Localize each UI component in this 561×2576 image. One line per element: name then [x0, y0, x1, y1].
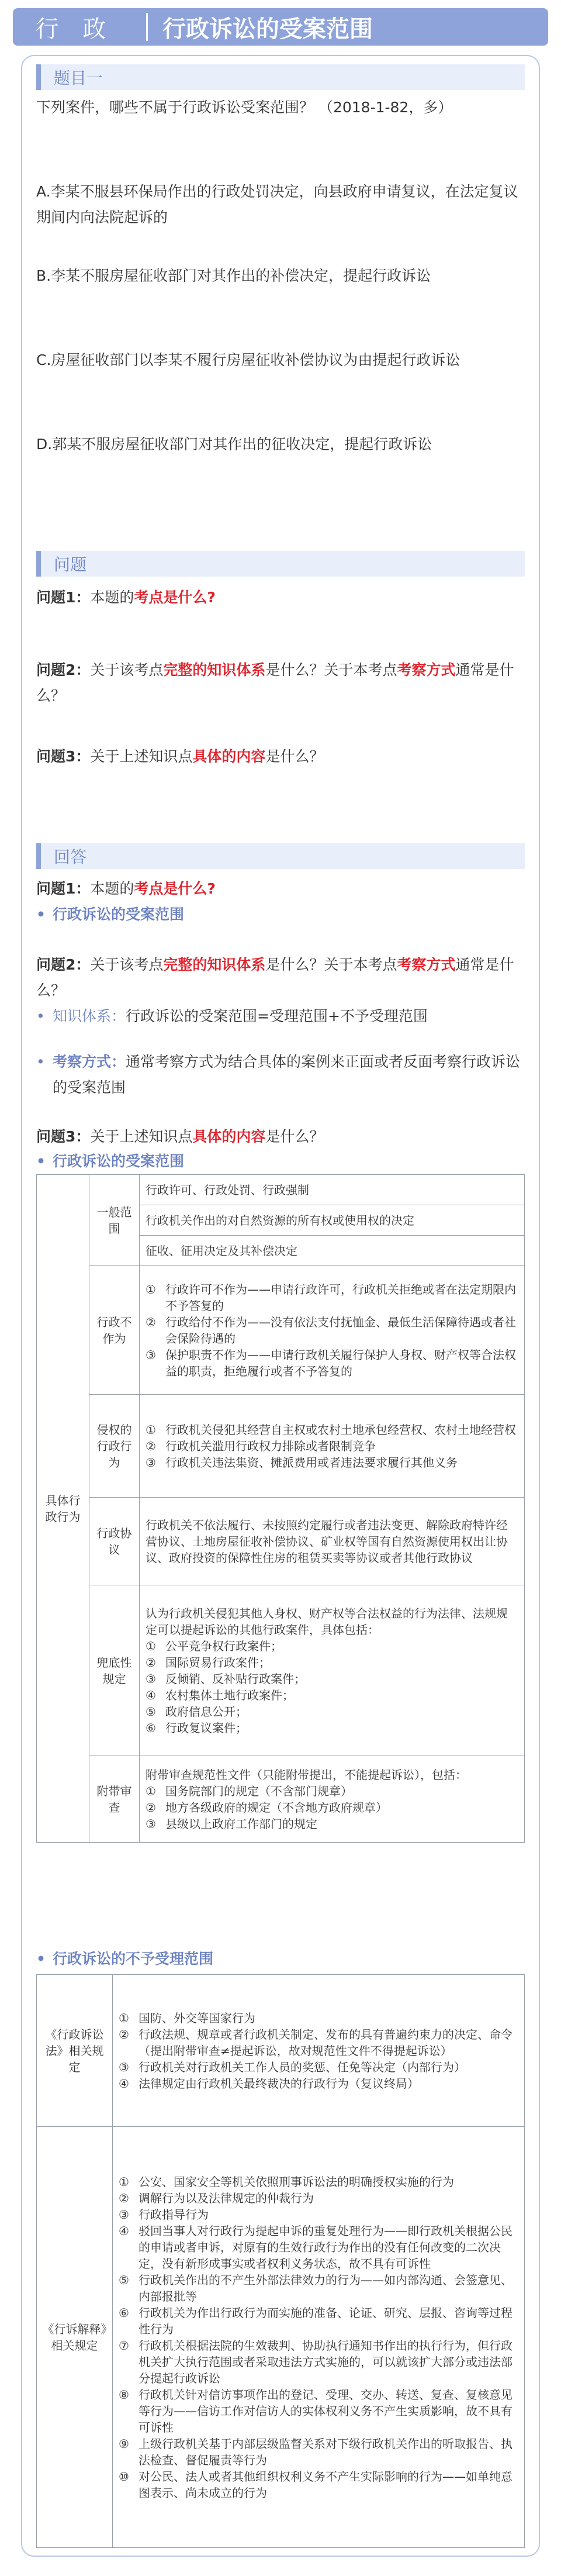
general-row-2: 行政机关作出的对自然资源的所有权或使用权的决定: [140, 1205, 525, 1236]
list-item: ② 地方各级政府的规定（不含地方政府规章）: [146, 1800, 387, 1815]
question-3-post: 是什么？: [265, 748, 324, 765]
exam-method-label: 考察方式：: [53, 1053, 126, 1070]
option-d: D.郭某不服房屋征收部门对其作出的征收决定，提起行政诉讼: [36, 436, 432, 453]
scope-table: [36, 1174, 525, 1843]
section-heading-questions: 问题: [36, 551, 525, 577]
question-3: [36, 744, 525, 770]
question-2-highlight-2: 考察方式: [397, 661, 456, 678]
list-item: ⑤ 政府信息公开；: [146, 1704, 247, 1719]
infringe-label: 侵权的行政行为: [89, 1395, 140, 1498]
answer-1-text: 行政诉讼的受案范围: [53, 906, 185, 923]
attached-review-intro: 附带审查规范性文件（只能附带提出，不能提起诉讼），包括：: [146, 1767, 467, 1782]
list-item: ⑥ 行政机关为作出行政行为而实施的准备、论证、研究、层报、咨询等过程性行为: [119, 2305, 512, 2336]
question-2-post: 通常是什么？: [36, 661, 514, 704]
section-heading-answers: 回答: [36, 843, 525, 869]
list-item: ① 公安、国家安全等机关依照刑事诉讼法的明确授权实施的行为: [119, 2174, 454, 2189]
list-item: ① 公平竞争权行政案件；: [146, 1639, 282, 1653]
answer-3-bullet-excluded: • 行政诉讼的不予受理范围: [36, 1950, 214, 1967]
law-provisions-label: 《行政诉讼法》相关规定: [37, 1975, 113, 2127]
list-item: ⑧ 行政机关针对信访事项作出的登记、受理、交办、转送、复查、复核意见等行为——信访工作对信访人的实体权利义务不产生实质影响，故不具有可诉性: [119, 2387, 512, 2434]
question-2-highlight-1: 完整的知识体系: [163, 661, 266, 678]
question-2-label: 问题2：: [36, 661, 91, 678]
answer-q1: 问题1：本题的考点是什么?: [36, 880, 216, 897]
list-item: ⑦ 行政机关根据法院的生效裁判、协助执行通知书作出的执行行为，但行政机关扩大执行范围或者采取违法方式实施的，可以就该扩大部分或违法部分提起行政诉讼: [119, 2338, 512, 2385]
list-item: ① 行政许可不作为——申请行政许可，行政机关拒绝或者在法定期限内不予答复的: [146, 1282, 516, 1313]
option-c: C.房屋征收部门以李某不履行房屋征收补偿协议为由提起行政诉讼: [36, 351, 460, 368]
inaction-label: 行政不作为: [89, 1266, 140, 1395]
list-item: ① 行政机关侵犯其经营自主权或农村土地承包经营权、农村土地经营权: [146, 1422, 516, 1437]
list-item: ⑥ 行政复议案件；: [146, 1720, 247, 1735]
content-card: [21, 55, 540, 2557]
question-1-label: 问题1：: [36, 589, 91, 606]
specific-act-label: 具体行政行为: [37, 1175, 89, 1843]
list-item: ③ 行政机关对行政机关工作人员的奖惩、任免等决定（内部行为）: [119, 2060, 466, 2074]
answer-q3: 问题3：关于上述知识点具体的内容是什么？: [36, 1128, 324, 1145]
answer-2-exam-method: • 考察方式：通常考察方式为结合具体的案例来正面或者反面考察行政诉讼的受案范围: [36, 1053, 521, 1096]
question-1-highlight: 考点是什么?: [134, 589, 216, 606]
general-scope-label: 一般范围: [89, 1175, 140, 1266]
answer-3-title-scope: 行政诉讼的受案范围: [53, 1153, 185, 1170]
list-item: ③ 行政机关违法集资、摊派费用或者违法要求履行其他义务: [146, 1455, 458, 1470]
answer-q2: 问题2：关于该考点完整的知识体系是什么？关于本考点考察方式通常是什么？: [36, 956, 514, 999]
question-stem: 下列案件，哪些不属于行政诉讼受案范围？ （2018-1-82，多）: [36, 99, 453, 116]
list-item: ② 行政机关滥用行政权力排除或者限制竞争: [146, 1439, 376, 1453]
list-item: ④ 驳回当事人对行政行为提起申诉的重复处理行为——即行政机关根据公民的申请或者申诉，对原有的生效行政行为作出的没有任何改变的二次决定，没有新形成事实或者权利义务状态，故不具有可诉性: [119, 2223, 512, 2271]
general-row-3: 征收、征用决定及其补偿决定: [140, 1236, 525, 1266]
attached-review-label: 附带审查: [89, 1756, 140, 1843]
header-divider: [146, 13, 148, 41]
list-item: ⑤ 行政机关作出的不产生外部法律效力的行为——如内部沟通、会签意见、内部报批等: [119, 2272, 512, 2303]
infringe-list: [140, 1395, 525, 1498]
list-item: ② 国际贸易行政案件；: [146, 1655, 271, 1670]
attached-review-content: [140, 1756, 525, 1843]
list-item: ③ 保护职责不作为——申请行政机关履行保护人身权、财产权等合法权益的职责，拒绝履行或者不予答复的: [146, 1347, 516, 1378]
interpretation-label: 《行诉解释》相关规定: [37, 2127, 113, 2548]
category-tag: 行 政: [35, 15, 115, 43]
general-row-1: 行政许可、行政处罚、行政强制: [140, 1175, 525, 1205]
catchall-content: [140, 1585, 525, 1756]
question-1: [36, 585, 525, 611]
list-item: ④ 农村集体土地行政案件；: [146, 1688, 294, 1702]
catchall-intro: 认为行政机关侵犯其他人身权、财产权等合法权益的行为法律、法规规定可以提起诉讼的其他行政案件，具体包括：: [146, 1606, 508, 1637]
list-item: ③ 县级以上政府工作部门的规定: [146, 1816, 317, 1831]
question-2-pre: 关于该考点: [90, 661, 164, 678]
question-1-pre: 本题的: [90, 589, 134, 606]
question-3-label: 问题3：: [36, 748, 91, 765]
list-item: ② 调解行为以及法律规定的仲裁行为: [119, 2191, 314, 2205]
option-b: B.李某不服房屋征收部门对其作出的补偿决定，提起行政诉讼: [36, 267, 431, 284]
question-3-highlight: 具体的内容: [192, 748, 266, 765]
list-item: ③ 反倾销、反补贴行政案件；: [146, 1671, 306, 1686]
answer-3-title-excluded: 行政诉讼的不予受理范围: [53, 1950, 214, 1967]
agreement-text: 行政机关不依法履行、未按照约定履行或者违法变更、解除政府特许经营协议、土地房屋征收补偿协议、矿业权等国有自然资源使用权出让协议、政府投资的保障性住房的租赁买卖等协议或者其他行政协议: [140, 1498, 525, 1585]
question-2-mid: 是什么？关于本考点: [265, 661, 397, 678]
knowledge-system-label: 知识体系：: [53, 1008, 126, 1025]
list-item: ② 行政法规、规章或者行政机关制定、发布的具有普遍约束力的决定、命令（提出附带审查≠提起诉讼，故对规范性文件不得提起诉讼）: [119, 2027, 512, 2058]
question-2: [36, 657, 525, 709]
catchall-label: 兜底性规定: [89, 1585, 140, 1756]
page-title: 行政诉讼的受案范围: [162, 15, 373, 43]
excluded-table: [36, 1974, 525, 2548]
agreement-label: 行政协议: [89, 1498, 140, 1585]
knowledge-system-text: 行政诉讼的受案范围=受理范围+不予受理范围: [126, 1008, 428, 1025]
list-item: ① 国务院部门的规定（不含部门规章）: [146, 1784, 352, 1798]
list-item: ④ 法律规定由行政机关最终裁决的行政行为（复议终局）: [119, 2076, 419, 2091]
question-3-pre: 关于上述知识点: [90, 748, 193, 765]
list-item: ① 国防、外交等国家行为: [119, 2011, 255, 2025]
answer-1-bullet: • 行政诉讼的受案范围: [36, 906, 185, 923]
option-a: A.李某不服县环保局作出的行政处罚决定，向县政府申请复议，在法定复议期间内向法院起诉的: [36, 183, 518, 226]
answer-3-bullet-scope: • 行政诉讼的受案范围: [36, 1153, 185, 1170]
section-heading-topic: 题目一: [36, 64, 525, 90]
exam-method-text: 通常考察方式为结合具体的案例来正面或者反面考察行政诉讼的受案范围: [53, 1053, 521, 1096]
list-item: ⑨ 上级行政机关基于内部层级监督关系对下级行政机关作出的听取报告、执法检查、督促履责等行为: [119, 2436, 512, 2467]
list-item: ③ 行政指导行为: [119, 2207, 209, 2222]
answer-2-knowledge-system: • 知识体系：行政诉讼的受案范围=受理范围+不予受理范围: [36, 1008, 428, 1025]
header-banner: [13, 8, 548, 46]
law-provisions-list: [113, 1975, 525, 2127]
interpretation-list: [113, 2127, 525, 2548]
inaction-list: [140, 1266, 525, 1395]
list-item: ⑩ 对公民、法人或者其他组织权利义务不产生实际影响的行为——如单纯意图表示、尚未成立的行为: [119, 2469, 512, 2500]
list-item: ② 行政给付不作为——没有依法支付抚恤金、最低生活保障待遇或者社会保险待遇的: [146, 1315, 516, 1346]
